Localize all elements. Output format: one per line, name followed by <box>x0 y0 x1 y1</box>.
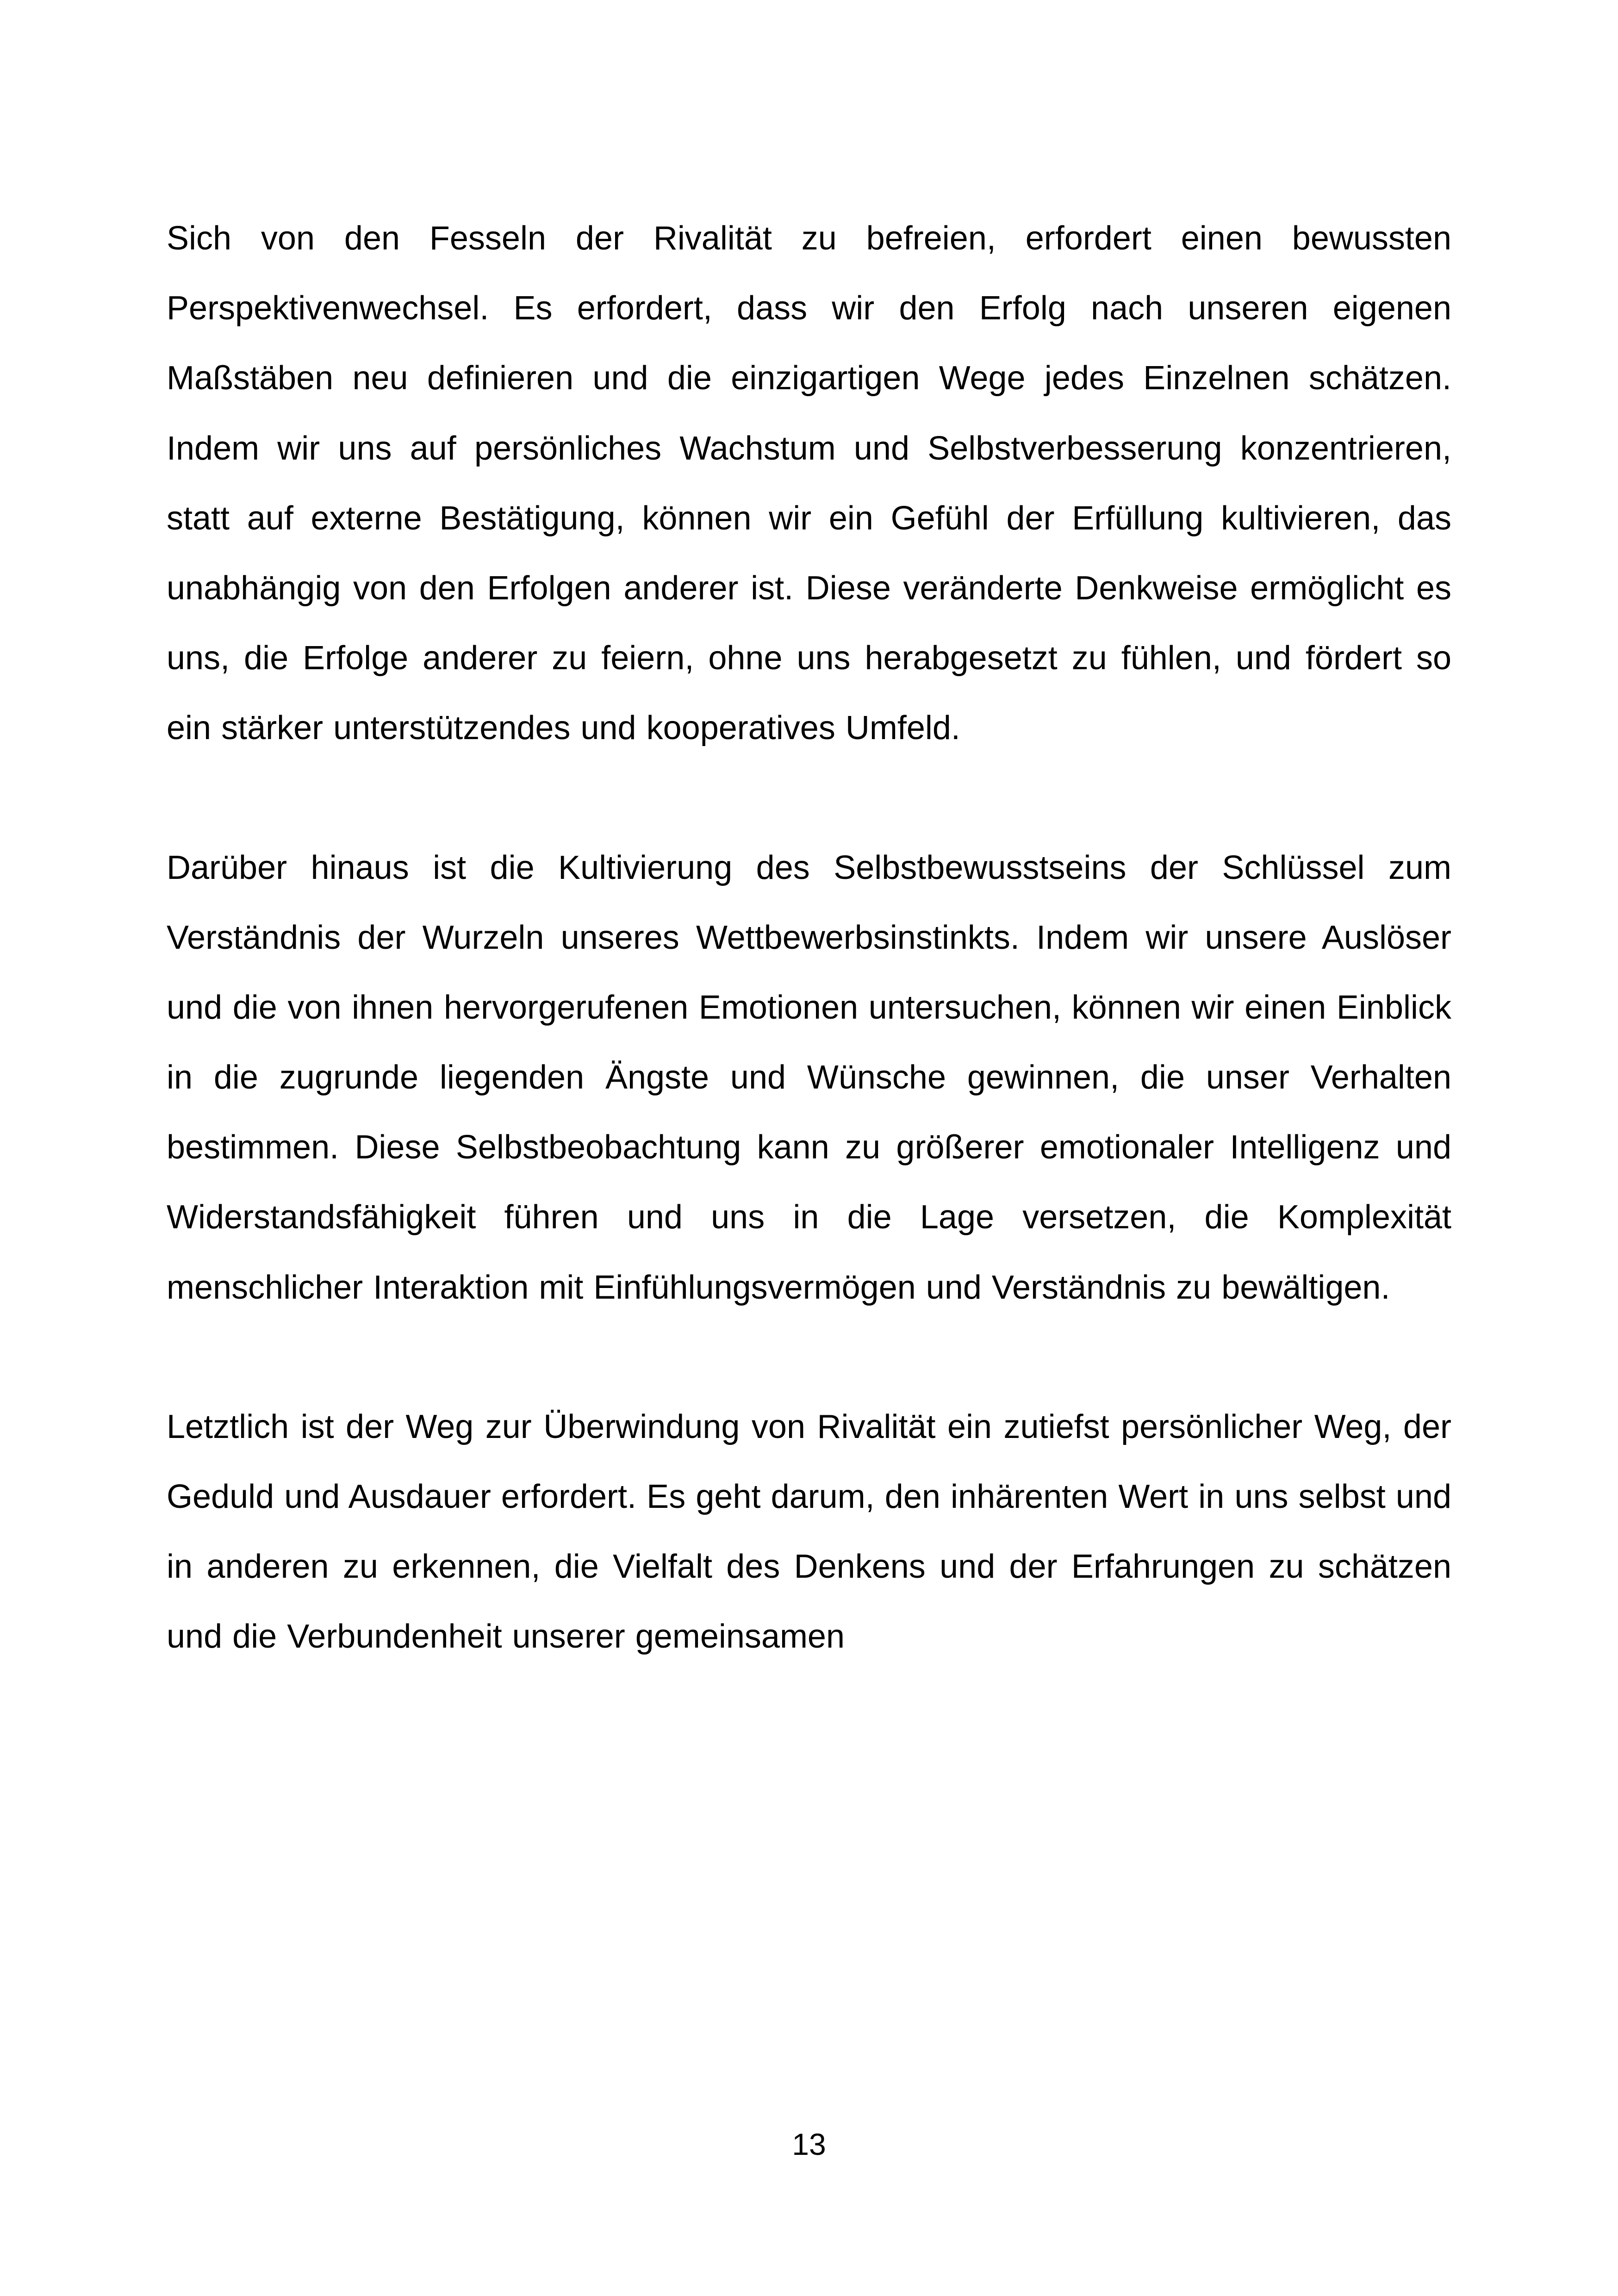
paragraph: Letztlich ist der Weg zur Überwindung von Rivalität ein zutiefst persönlicher Weg, der Geduld und Ausdauer erfordert. Es geht darum, den inhärenten Wert in uns selbst und in anderen zu erkennen, die Vielfalt des Denkens und der Erfahrungen zu schätzen und die Verbundenheit unserer gemeinsamen <box>167 1408 1451 1655</box>
page-footer <box>0 2127 1618 2162</box>
document-body <box>167 204 1451 1672</box>
page-number: 13 <box>792 2127 826 2161</box>
paragraph: Darüber hinaus ist die Kultivierung des Selbstbewusstseins der Schlüssel zum Verständnis der Wurzeln unseres Wettbewerbsinstinkts. Indem wir unsere Auslöser und die von ihnen hervorgerufenen Emotionen untersuchen, können wir einen Einblick in die zugrunde liegenden Ängste und Wünsche gewinnen, die unser Verhalten bestimmen. Diese Selbstbeobachtung kann zu größerer emotionaler Intelligenz und Widerstandsfähigkeit führen und uns in die Lage versetzen, die Komplexität menschlicher Interaktion mit Einfühlungsvermögen und Verständnis zu bewältigen. <box>167 849 1451 1306</box>
paragraph: Sich von den Fesseln der Rivalität zu befreien, erfordert einen bewussten Perspektivenwechsel. Es erfordert, dass wir den Erfolg nach unseren eigenen Maßstäben neu definieren und die einzigartigen Wege jedes Einzelnen schätzen. Indem wir uns auf persönliches Wachstum und Selbstverbesserung konzentrieren, statt auf externe Bestätigung, können wir ein Gefühl der Erfüllung kultivieren, das unabhängig von den Erfolgen anderer ist. Diese veränderte Denkweise ermöglicht es uns, die Erfolge anderer zu feiern, ohne uns herabgesetzt zu fühlen, und fördert so ein stärker unterstützendes und kooperatives Umfeld. <box>167 220 1451 747</box>
